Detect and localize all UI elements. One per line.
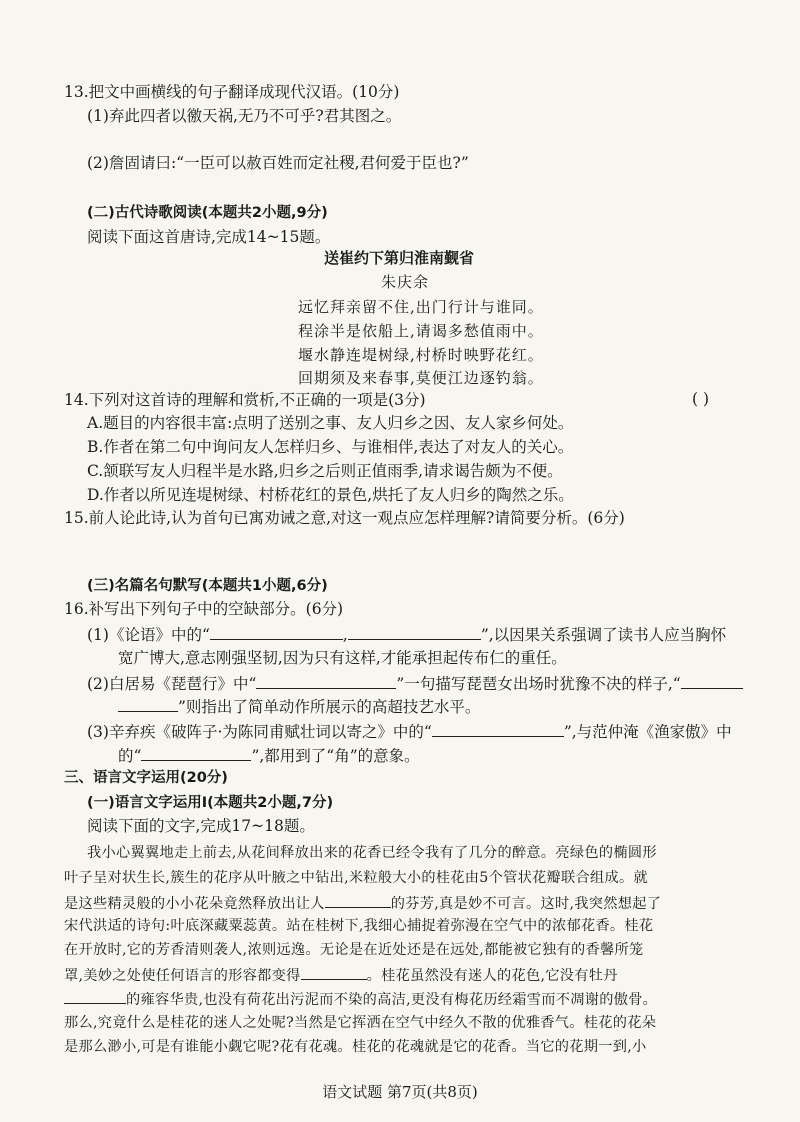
answer-blank[interactable] [348,624,481,640]
q16-item-2-text-c: ”则指出了简单动作所展示的高超技艺水平。 [178,698,481,716]
passage-line: 我小心翼翼地走上前去,从花间释放出来的花香已经令我有了几分的醉意。亮绿色的椭圆形 [87,845,657,861]
q14-option-b: B.作者在第二句中询问友人怎样归乡、与谁相伴,表达了对友人的关心。 [87,438,574,456]
page-footer: 语文试题 第7页(共8页) [322,1083,478,1101]
q14-option-c: C.颔联写友人归程半是水路,归乡之后则正值雨季,请求谒告颇为不便。 [87,462,563,480]
answer-blank[interactable] [681,673,743,689]
answer-blank[interactable] [210,624,343,640]
passage-line [64,892,661,914]
passage-text: 罩,美妙之处使任何语言的形容都变得 [64,968,301,984]
answer-blank[interactable] [432,721,564,737]
q16-item-2-text-a: (2)白居易《琵琶行》中“ [87,675,257,693]
q16-item-3-cont [118,745,420,766]
passage-line: 是那么渺小,可是有谁能小觑它呢?花有花魂。桂花的花魂就是它的花香。当它的花期一到,小 [64,1039,647,1055]
q16-item-3 [87,721,732,742]
poem-line: 远忆拜亲留不住,出门行计与谁同。 [298,298,544,316]
q13-sentence-1: (1)弃此四者以徼天祸,无乃不可乎?君其图之。 [87,107,402,125]
section-poetry-heading: (二)古代诗歌阅读(本题共2小题,9分) [87,205,328,221]
passage-line [64,964,618,986]
passage-line [64,988,657,1010]
passage-line: 宋代洪适的诗句:叶底深藏粟蕊黄。站在桂树下,我细心捕捉着弥漫在空气中的浓郁花香。桂花 [64,918,654,934]
passage-text: 的雍容华贵,也没有荷花出污泥而不染的高洁,更没有梅花历经霜雪而不凋谢的傲骨。 [126,992,658,1008]
q14-option-a: A.题目的内容很丰富:点明了送别之事、友人归乡之因、友人家乡何处。 [87,414,574,432]
q16-item-2 [87,673,743,694]
q13-stem: 13.把文中画横线的句子翻译成现代汉语。(10分) [64,83,400,101]
q16-item-1-text-b: , [342,626,348,644]
answer-bracket[interactable]: ( ) [692,390,710,408]
passage-line: 那么,究竟什么是桂花的迷人之处呢?当然是它挥洒在空气中经久不散的优雅香气。桂花的花朵 [64,1015,657,1031]
poem-title: 送崔约下第归淮南觐省 [324,249,475,267]
answer-blank[interactable] [325,892,391,908]
q16-item-3-text-a: (3)辛弃疾《破阵子·为陈同甫赋壮词以寄之》中的“ [87,723,432,741]
poetry-instruction: 阅读下面这首唐诗,完成14~15题。 [87,228,331,246]
passage-text: 的芬芳,真是妙不可言。这时,我突然想起了 [390,896,662,912]
q16-item-3-text-d: ”,都用到了“角”的意象。 [251,747,420,765]
q15-stem: 15.前人论此诗,认为首句已寓劝诫之意,对这一观点应怎样理解?请简要分析。(6分) [64,509,625,527]
section-dictation-heading: (三)名篇名句默写(本题共1小题,6分) [87,578,328,594]
language-subsection-heading: (一)语言文字运用Ⅰ(本题共2小题,7分) [87,795,334,811]
part-language-heading: 三、语言文字运用(20分) [64,770,228,786]
poem-line: 程涂半是依船上,请谒多愁值雨中。 [298,322,544,340]
answer-blank[interactable] [64,988,126,1004]
poem-line: 堰水静连堤树绿,村桥时映野花红。 [298,346,544,364]
answer-blank[interactable] [256,673,396,689]
q16-item-1-text-c: ”,以因果关系强调了读书人应当胸怀 [480,626,727,644]
answer-blank[interactable] [301,964,367,980]
answer-blank[interactable] [118,696,178,712]
q16-item-2-cont [118,696,480,717]
q16-item-3-text-b: ”,与范仲淹《渔家傲》中 [563,723,732,741]
q13-sentence-2: (2)詹固请曰:“一臣可以赦百姓而定社稷,君何爱于臣也?” [87,154,469,172]
q14-stem: 14.下列对这首诗的理解和赏析,不正确的一项是(3分) [64,391,426,409]
poem-author: 朱庆余 [381,273,430,291]
passage-line: 叶子呈对状生长,簇生的花序从叶腋之中钻出,米粒般大小的桂花由5个管状花瓣联合组成。就 [64,870,648,886]
q16-item-3-text-c: 的“ [118,747,142,765]
q16-item-1 [87,624,726,645]
q16-item-2-text-b: ”一句描写琵琶女出场时犹豫不决的样子,“ [396,675,681,693]
poem-line: 回期须及来春事,莫便江边逐钓翁。 [298,369,544,387]
q16-item-1-text-a: (1)《论语》中的“ [87,626,210,644]
answer-blank[interactable] [141,745,251,761]
q16-stem: 16.补写出下列句子中的空缺部分。(6分) [64,600,344,618]
q14-option-d: D.作者以所见连堤树绿、村桥花红的景色,烘托了友人归乡的陶然之乐。 [87,486,574,504]
language-instruction: 阅读下面的文字,完成17~18题。 [87,817,315,835]
passage-line: 在开放时,它的芳香清则袭人,浓则远逸。无论是在近处还是在远处,都能被它独有的香馨所笼 [64,942,644,958]
passage-text: 是这些精灵般的小小花朵竟然释放出让人 [64,896,325,912]
passage-text: 。桂花虽然没有迷人的花色,它没有牡丹 [366,968,618,984]
q16-item-1-cont: 宽广博大,意志刚强坚韧,因为只有这样,才能承担起传布仁的重任。 [118,649,567,667]
